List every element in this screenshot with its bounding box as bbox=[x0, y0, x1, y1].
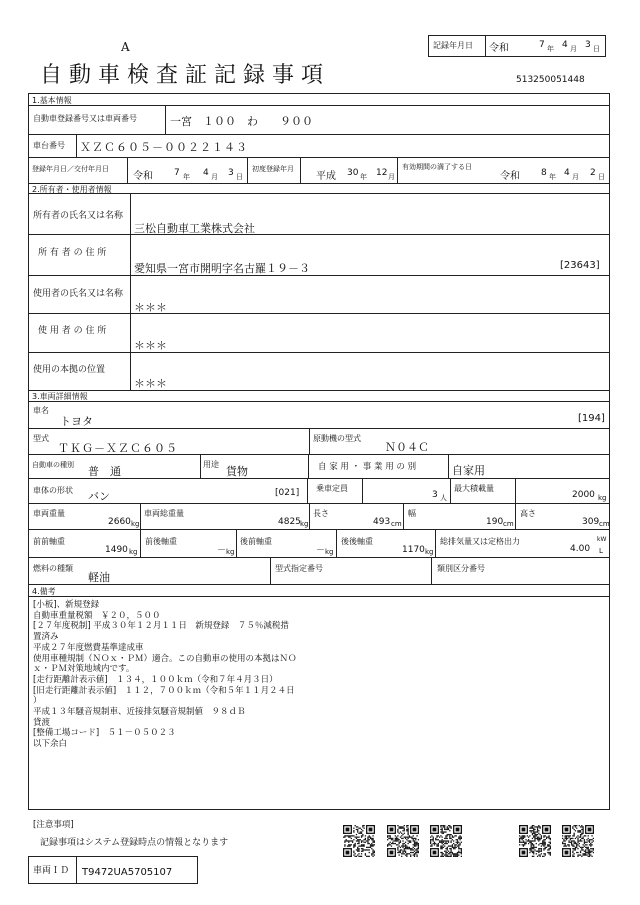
issue-date-day-unit: 日 bbox=[236, 173, 243, 181]
kind-label: 自動車の種別 bbox=[32, 461, 74, 469]
rf-axle-value: － bbox=[316, 546, 326, 556]
height-unit: cm bbox=[599, 520, 610, 528]
remark-line: 使用車種規制（ＮＯｘ・ＰＭ）適合。この自動車の使用の本拠はＮＯ bbox=[33, 653, 297, 664]
remark-line: [旧走行距離計表示値] １１２，７００ｋｍ（令和５年１１月２４日 bbox=[33, 685, 295, 696]
weight-label: 車両重量 bbox=[33, 509, 65, 518]
first-reg-month: 12 bbox=[376, 168, 388, 178]
capacity-label: 乗車定員 bbox=[316, 484, 348, 493]
expiry-year-unit: 年 bbox=[549, 173, 556, 181]
remarks-list bbox=[33, 600, 297, 750]
record-date-era: 令和 bbox=[489, 43, 509, 54]
use-label: 用途 bbox=[203, 460, 219, 469]
displacement-label: 総排気量又は定格出力 bbox=[440, 537, 520, 546]
capacity-value: 3 bbox=[432, 490, 438, 500]
reg-number-label: 自動車登録番号又は車両番号 bbox=[33, 114, 137, 123]
remark-line: 以下余白 bbox=[33, 739, 68, 750]
max-load-value: 2000 bbox=[572, 490, 595, 500]
body-shape-code: [021] bbox=[275, 488, 300, 498]
expiry-day: 2 bbox=[590, 168, 596, 178]
remark-line: [２７年度税制] 平成３０年１２月１１日 新規登録 ７５％減税措 bbox=[33, 621, 289, 632]
user-address-value: ＊＊＊ bbox=[134, 339, 167, 352]
fr-axle-value: － bbox=[217, 546, 227, 556]
remark-line: ｘ・ＰＭ対策地域内です。 bbox=[33, 664, 135, 675]
engine-label: 原動機の型式 bbox=[313, 434, 361, 443]
first-reg-label: 初度登録年月 bbox=[252, 165, 294, 173]
record-date-day: 3 bbox=[585, 40, 591, 50]
ff-axle-unit: kg bbox=[129, 548, 138, 556]
gross-weight-label: 車両総重量 bbox=[144, 509, 184, 518]
rr-axle-value: 1170 bbox=[402, 545, 425, 555]
rf-axle-unit: kg bbox=[325, 548, 334, 556]
displacement-unit-l: L bbox=[599, 547, 603, 555]
chassis-number-label: 車台番号 bbox=[33, 141, 65, 150]
issue-date-month: 4 bbox=[203, 168, 209, 178]
business-label: 自 家 用 ・ 事 業 用 の 別 bbox=[318, 462, 417, 472]
qr-code-icon bbox=[562, 825, 594, 857]
doc-number: 513250051448 bbox=[516, 75, 585, 85]
remark-line: 平成２７年度燃費基準達成車 bbox=[33, 642, 144, 653]
width-label: 幅 bbox=[408, 509, 416, 518]
record-date-label: 記録年月日 bbox=[433, 41, 473, 50]
model-label: 型式 bbox=[33, 434, 49, 443]
fr-axle-unit: kg bbox=[226, 548, 235, 556]
fuel-value: 軽油 bbox=[88, 571, 110, 584]
type-designation-label: 型式指定番号 bbox=[275, 564, 323, 573]
expiry-month-unit: 月 bbox=[572, 173, 579, 181]
section3-title: 3.車両詳細情報 bbox=[32, 392, 88, 401]
issue-date-year: 7 bbox=[174, 168, 180, 178]
ff-axle-label: 前前軸重 bbox=[33, 537, 65, 546]
caution-text: 記録事項はシステム登録時点の情報となります bbox=[40, 838, 229, 848]
expiry-era: 令和 bbox=[500, 171, 520, 182]
width-value: 190 bbox=[486, 517, 504, 527]
displacement-unit-kw: kW bbox=[597, 536, 607, 543]
length-value: 493 bbox=[373, 517, 391, 527]
section2-title: 2.所有者・使用者情報 bbox=[32, 185, 112, 194]
fr-axle-label: 前後軸重 bbox=[145, 537, 177, 546]
displacement-value: 4.00 bbox=[570, 544, 591, 554]
base-location-label: 使用の本拠の位置 bbox=[33, 365, 106, 375]
category-number-label: 類別区分番号 bbox=[437, 564, 485, 573]
length-unit: cm bbox=[391, 520, 402, 528]
page-title: 自動車検査証記録事項 bbox=[40, 63, 331, 88]
first-reg-month-unit: 月 bbox=[388, 173, 395, 181]
gross-weight-value: 4825 bbox=[278, 517, 301, 527]
kind-value: 普 通 bbox=[88, 465, 121, 478]
header-mark: A bbox=[121, 40, 130, 54]
qr-code-icon bbox=[519, 825, 551, 857]
record-date-year: 7 bbox=[539, 40, 545, 50]
vehicle-id-box bbox=[28, 856, 198, 884]
first-reg-year: 30 bbox=[347, 168, 359, 178]
fuel-label: 燃料の種類 bbox=[33, 564, 73, 573]
issue-date-year-unit: 年 bbox=[183, 173, 190, 181]
user-name-label: 使用者の氏名又は名称 bbox=[33, 289, 124, 299]
first-reg-year-unit: 年 bbox=[360, 173, 367, 181]
max-load-label: 最大積載量 bbox=[454, 484, 494, 493]
remark-line: [整備工場コード] ５１－０５０２３ bbox=[33, 728, 176, 739]
user-address-label: 使 用 者 の 住 所 bbox=[38, 326, 107, 336]
max-load-unit: kg bbox=[598, 494, 607, 502]
model-value: ＴＫＧ－ＸＺＣ６０５ bbox=[58, 442, 178, 455]
user-name-value: ＊＊＊ bbox=[134, 301, 167, 314]
remark-line: 自動車重量税額 ￥２０，５００ bbox=[33, 610, 161, 621]
issue-date-month-unit: 月 bbox=[211, 173, 218, 181]
expiry-label: 有効期間の満了する日 bbox=[402, 163, 472, 171]
owner-name-label: 所有者の氏名又は名称 bbox=[33, 211, 124, 221]
vehicle-id-label: 車両ＩＤ bbox=[33, 866, 70, 876]
owner-address-code: [23643] bbox=[560, 260, 600, 271]
issue-date-day: 3 bbox=[228, 168, 234, 178]
weight-value: 2660 bbox=[108, 517, 131, 527]
remark-line: 平成１３年騒音規制車、近接排気騒音規制値 ９８ｄＢ bbox=[33, 707, 246, 718]
rr-axle-unit: kg bbox=[425, 548, 434, 556]
body-shape-value: バン bbox=[88, 490, 110, 503]
width-unit: cm bbox=[503, 520, 514, 528]
record-date-year-unit: 年 bbox=[547, 45, 554, 53]
height-value: 309 bbox=[582, 517, 600, 527]
remark-line: 置済み bbox=[33, 632, 59, 643]
maker-code: [194] bbox=[578, 413, 605, 424]
ff-axle-value: 1490 bbox=[105, 545, 128, 555]
gross-weight-unit: kg bbox=[300, 520, 309, 528]
engine-value: Ｎ０４Ｃ bbox=[385, 441, 429, 454]
first-reg-era: 平成 bbox=[316, 171, 336, 182]
expiry-day-unit: 日 bbox=[598, 173, 605, 181]
weight-unit: kg bbox=[131, 520, 140, 528]
issue-date-label: 登録年月日／交付年月日 bbox=[32, 165, 109, 173]
chassis-number-value: ＸＺＣ６０５－００２２１４３ bbox=[80, 141, 248, 154]
expiry-year: 8 bbox=[541, 168, 547, 178]
section4-title: 4.備考 bbox=[32, 587, 56, 596]
rr-axle-label: 後後軸重 bbox=[341, 537, 373, 546]
remark-line: [走行距離計表示値] １３４，１００ｋｍ（令和７年４月３日） bbox=[33, 674, 278, 685]
qr-code-icon bbox=[387, 825, 419, 857]
capacity-unit: 人 bbox=[440, 494, 447, 502]
remark-line: [小板]、新規登録 bbox=[33, 600, 100, 610]
owner-address-label: 所 有 者 の 住 所 bbox=[38, 248, 107, 258]
base-location-value: ＊＊＊ bbox=[134, 377, 167, 390]
record-date-box bbox=[428, 35, 606, 57]
owner-name-value: 三松自動車工業株式会社 bbox=[134, 222, 255, 235]
caution-title: [注意事項] bbox=[33, 820, 74, 830]
issue-date-era: 令和 bbox=[133, 171, 153, 182]
qr-code-icon bbox=[430, 825, 462, 857]
maker-label: 車名 bbox=[33, 406, 49, 415]
section1-title: 1.基本情報 bbox=[32, 96, 72, 105]
rf-axle-label: 後前軸重 bbox=[240, 537, 272, 546]
record-date-day-unit: 日 bbox=[593, 45, 600, 53]
owner-address-value: 愛知県一宮市開明字名古羅１９－３ bbox=[134, 262, 310, 275]
reg-number-value: 一宮 １００ わ ９００ bbox=[170, 115, 313, 128]
vehicle-id-value: T9472UA5705107 bbox=[82, 867, 173, 878]
qr-code-icon bbox=[343, 825, 375, 857]
business-value: 自家用 bbox=[452, 464, 485, 477]
height-label: 高さ bbox=[520, 509, 536, 518]
expiry-month: 4 bbox=[564, 168, 570, 178]
remark-line: 貸渡 bbox=[33, 717, 51, 728]
length-label: 長さ bbox=[313, 509, 329, 518]
use-value: 貨物 bbox=[226, 465, 248, 478]
record-date-month-unit: 月 bbox=[570, 45, 577, 53]
remark-line: ） bbox=[33, 696, 42, 707]
record-date-month: 4 bbox=[562, 40, 568, 50]
body-shape-label: 車体の形状 bbox=[33, 486, 73, 495]
maker-value: トヨタ bbox=[60, 415, 93, 428]
